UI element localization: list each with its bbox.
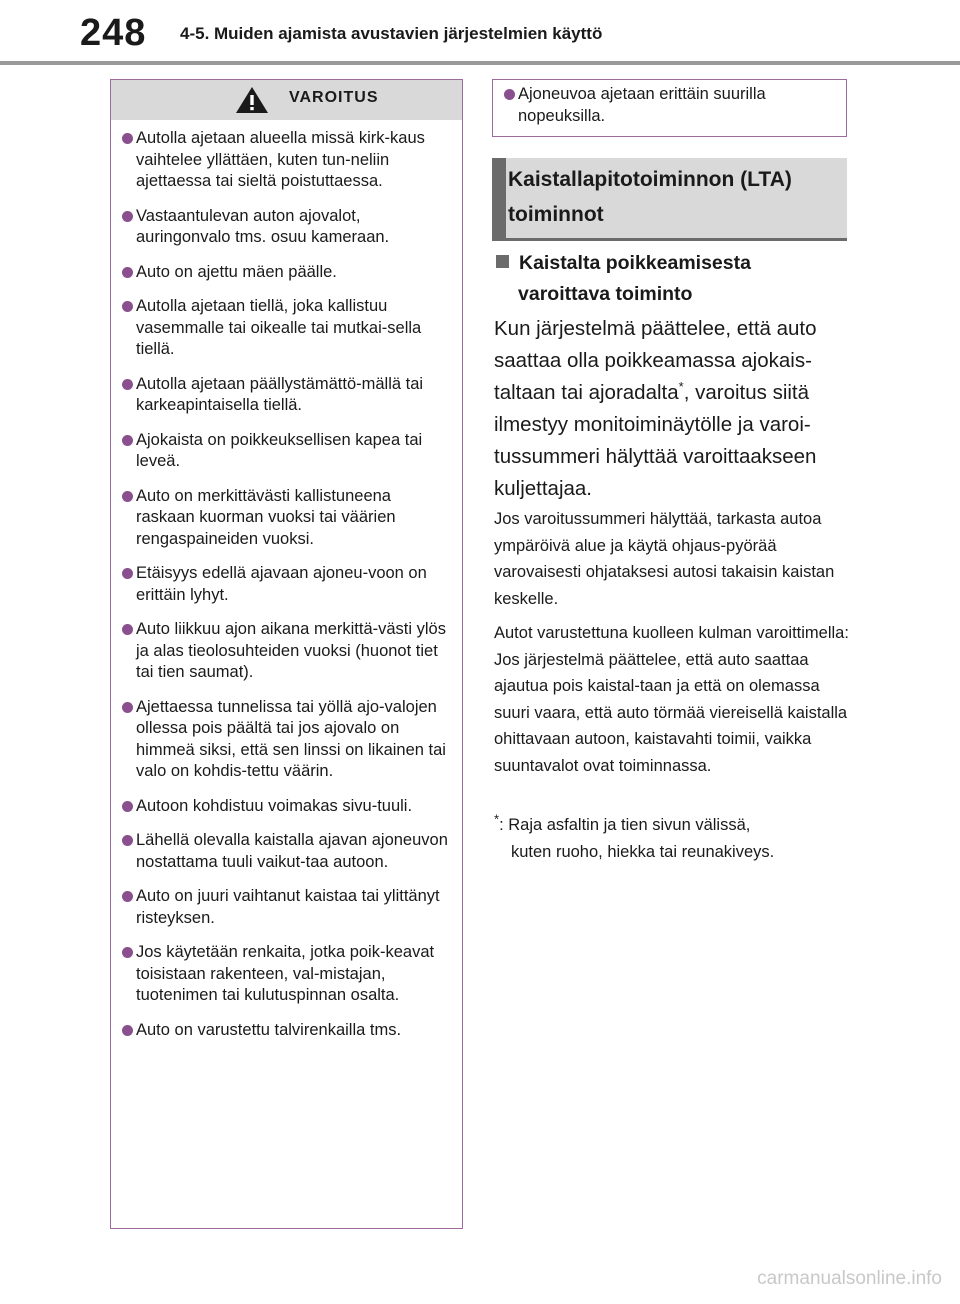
warning-item [122, 830, 450, 873]
footnote-reference: * [678, 379, 684, 395]
chapter-title: 4-5. Muiden ajamista avustavien järjestelmien käyttö [180, 24, 603, 43]
square-bullet-icon [496, 255, 509, 268]
warning-item [122, 296, 450, 361]
warning-item-text: Ajokaista on poikkeuksellisen kapea tai leveä. [136, 430, 423, 470]
warning-item [122, 796, 450, 818]
bullet-dot-icon [122, 133, 133, 144]
bullet-dot-icon [122, 947, 133, 958]
warning-item [122, 128, 450, 193]
warning-item-text: Etäisyys edellä ajavaan ajoneu-voon on erittäin lyhyt. [136, 564, 427, 604]
sub-heading-line-2: varoittava toiminto [518, 283, 693, 305]
lead-text-part-2: , varoitus siitä ilmestyy monitoiminäytölle ja varoi-tussummeri hälyttää varoittaakseen kuljettajaa. [494, 381, 817, 500]
warning-title: VAROITUS [289, 89, 379, 106]
warning-item [122, 374, 450, 417]
bullet-dot-icon [122, 1025, 133, 1036]
bullet-dot-icon [122, 267, 133, 278]
warning-item [122, 886, 450, 929]
warning-item [122, 1020, 450, 1042]
warning-item-text: Auto on ajettu mäen päälle. [136, 262, 337, 281]
warning-item [504, 84, 834, 127]
warning-item-text: Jos käytetään renkaita, jotka poik-keavat toisistaan rakenteen, val-mistajan, tuotenimen tai kulutuspinnan osalta. [136, 943, 435, 1004]
warning-box [110, 79, 463, 1229]
lead-text-part-1: Kun järjestelmä päättelee, että auto saattaa olla poikkeamassa ajokais-taltaan tai ajoradalta [494, 317, 817, 404]
footnote-line-2: kuten ruoho, hiekka tai reunakiveys. [511, 842, 775, 861]
warning-item-text: Ajoneuvoa ajetaan erittäin suurilla nopeuksilla. [518, 85, 766, 125]
warning-item-text: Vastaantulevan auton ajovalot, auringonvalo tms. osuu kameraan. [136, 206, 390, 246]
warning-item [122, 563, 450, 606]
bullet-dot-icon [122, 211, 133, 222]
site-watermark: carmanualsonline.info [757, 1268, 942, 1289]
bullet-dot-icon [122, 379, 133, 390]
warning-item-text: Auto on juuri vaihtanut kaistaa tai ylittänyt risteyksen. [136, 887, 440, 927]
warning-item-text: Autolla ajetaan päällystämättö-mällä tai karkeapintaisella tiellä. [136, 374, 424, 414]
warning-item-text: Autolla ajetaan alueella missä kirk-kaus vaihtelee yllättäen, kuten tun-neliin ajettaessa tai sieltä poistuttaessa. [136, 129, 425, 190]
warning-item-text: Ajettaessa tunnelissa tai yöllä ajo-valojen ollessa pois päältä tai jos ajovalo on himmeä siksi, että sen linssi on likainen tai valo on kohdis-tettu väärin. [136, 697, 446, 780]
warning-list [111, 120, 462, 1041]
warning-item [122, 430, 450, 473]
page-header [0, 0, 960, 64]
warning-item-text: Auto on varustettu talvirenkailla tms. [136, 1020, 402, 1039]
warning-item-text: Auto liikkuu ajon aikana merkittä-västi ylös ja alas tieolosuhteiden vuoksi (huonot tiet tai tien saumat). [136, 620, 446, 681]
bullet-dot-icon [504, 89, 515, 100]
warning-item [122, 942, 450, 1007]
header-divider [0, 61, 960, 65]
heading-underline [492, 238, 847, 241]
body-paragraph: Jos varoitussummeri hälyttää, tarkasta autoa ympäröivä alue ja käytä ohjaus-pyörää varovaisesti ohjataksesi autosi takaisin kaistan keskelle. [494, 510, 835, 608]
body-paragraph: Autot varustettuna kuolleen kulman varoittimella: Jos järjestelmä päättelee, että auto saattaa ajautua pois kaistal-taan ja että on olemassa suuri vaara, että auto törmää viereisellä kaistalla ohittavaan autoon, kaistavahti toimii, vaikka suuntavalot ovat toiminnassa. [494, 624, 849, 775]
bullet-dot-icon [122, 702, 133, 713]
warning-item-text: Lähellä olevalla kaistalla ajavan ajoneuvon nostattama tuuli vaikut-taa autoon. [136, 831, 448, 871]
bullet-dot-icon [122, 835, 133, 846]
bullet-dot-icon [122, 435, 133, 446]
section-heading-text: Kaistallapitotoiminnon (LTA) toiminnot [508, 168, 792, 226]
footnote-mark: * [494, 811, 500, 827]
warning-item [122, 619, 450, 684]
section-heading [492, 158, 847, 238]
sub-heading [496, 248, 846, 310]
warning-item [122, 486, 450, 551]
page-number: 248 [80, 12, 147, 54]
warning-item-text: Auto on merkittävästi kallistuneena raskaan kuorman vuoksi tai väärien rengaspaineiden vuoksi. [136, 486, 396, 548]
warning-item-text: Autolla ajetaan tiellä, joka kallistuu vasemmalle tai oikealle tai mutkai-sella tiellä. [136, 297, 422, 358]
warning-triangle-icon [235, 86, 269, 119]
warning-item-text: Autoon kohdistuu voimakas sivu-tuuli. [136, 796, 413, 815]
bullet-dot-icon [122, 801, 133, 812]
bullet-dot-icon [122, 624, 133, 635]
warning-item [122, 206, 450, 249]
footnote [494, 812, 854, 865]
bullet-dot-icon [122, 891, 133, 902]
bullet-dot-icon [122, 568, 133, 579]
warning-item [122, 697, 450, 783]
warning-header [111, 80, 462, 120]
bullet-dot-icon [122, 301, 133, 312]
warning-item [122, 262, 450, 284]
bullet-dot-icon [122, 491, 133, 502]
sub-heading-line-1: Kaistalta poikkeamisesta [519, 252, 751, 274]
lead-paragraph [494, 313, 854, 505]
heading-accent-bar [492, 158, 506, 238]
continued-warning-box [492, 79, 847, 137]
footnote-line-1: : Raja asfaltin ja tien sivun välissä, [499, 816, 751, 834]
